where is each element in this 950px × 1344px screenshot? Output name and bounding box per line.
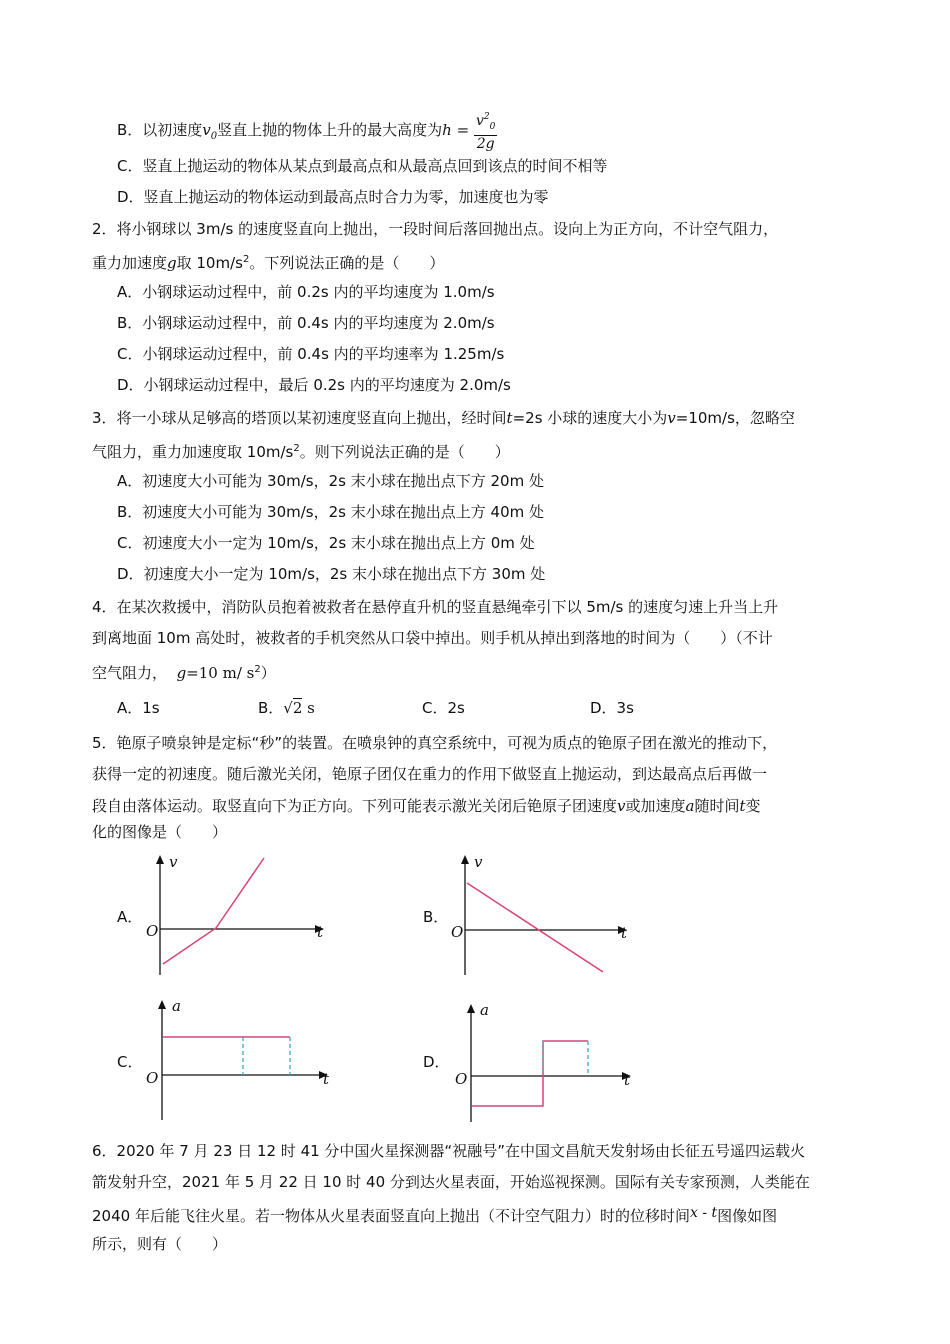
q3-option-c: C．初速度大小一定为 10m/s，2s 末小球在抛出点上方 0m 处 <box>117 534 535 552</box>
q4-stem-line3: 空气阻力， g=10 m/ $s^2$） <box>92 664 276 682</box>
graph-a-origin: O <box>146 922 159 940</box>
q4-option-a: A．1s <box>117 699 160 717</box>
q1-h-symbol: h = <box>442 121 470 139</box>
graph-b-v-label: v <box>474 853 483 871</box>
graph-c-t-label: t <box>323 1070 330 1088</box>
q1-option-c: C．竖直上抛运动的物体从某点到最高点和从最高点回到该点的时间不相等 <box>117 157 608 175</box>
q1-v0-symbol: $v_0$ <box>202 121 218 142</box>
q5-graph-d-label: D． <box>423 1053 450 1071</box>
graph-a-v-label: v <box>169 853 178 871</box>
q5-stem-line3: 段自由落体运动。取竖直向下为正方向。下列可能表示激光关闭后铯原子团速度v或加速度a随时间t变 <box>92 797 761 815</box>
q5-graph-b-label: B． <box>423 908 449 926</box>
graph-a-curve <box>163 858 264 964</box>
q2-option-b: B．小钢球运动过程中，前 0.4s 内的平均速度为 2.0m/s <box>117 314 495 332</box>
graph-d-t-label: t <box>624 1071 631 1089</box>
q1-option-b <box>117 109 497 152</box>
q4-option-d: D．3s <box>590 699 634 717</box>
q2-option-a: A．小钢球运动过程中，前 0.2s 内的平均速度为 1.0m/s <box>117 283 495 301</box>
q4-option-b: B．√2 s <box>258 699 315 717</box>
graph-c-origin: O <box>146 1069 159 1087</box>
q3-option-a: A．初速度大小可能为 30m/s，2s 末小球在抛出点下方 20m 处 <box>117 472 544 490</box>
q5-stem-line4: 化的图像是（ ） <box>92 823 228 841</box>
q6-stem-line1: 6．2020 年 7 月 23 日 12 时 41 分中国火星探测器“祝融号”在中国文昌航天发射场由长征五号遥四运载火 <box>92 1142 805 1160</box>
graph-b-t-label: t <box>621 924 628 942</box>
q5-graph-d <box>435 998 655 1128</box>
q3-stem-line1: 3．将一小球从足够高的塔顶以某初速度竖直向上抛出，经时间t=2s 小球的速度大小为v=10m/s，忽略空 <box>92 409 795 427</box>
q1-option-b-text-2: 竖直上抛的物体上升的最大高度为 <box>217 121 443 139</box>
graph-c-a-label: a <box>172 997 181 1015</box>
q5-graph-c-label: C． <box>117 1053 143 1071</box>
q5-graph-a-label: A． <box>117 908 143 926</box>
q5-graph-c <box>130 994 350 1124</box>
q2-stem-line1: 2．将小钢球以 3m/s 的速度竖直向上抛出，一段时间后落回抛出点。设向上为正方向，不计空气阻力， <box>92 220 779 238</box>
q5-graph-b <box>435 850 655 980</box>
graph-b-curve <box>467 883 603 972</box>
q5-stem-line2: 获得一定的初速度。随后激光关闭，铯原子团仅在重力的作用下做竖直上抛运动，到达最高点后再做一 <box>92 765 768 783</box>
q3-stem-line2: 气阻力，重力加速度取 $10m/s^2$。则下列说法正确的是（ ） <box>92 443 510 461</box>
q5-graph-a <box>130 850 350 980</box>
q1-option-d: D．竖直上抛运动的物体运动到最高点时合力为零，加速度也为零 <box>117 188 549 206</box>
q2-option-c: C．小钢球运动过程中，前 0.4s 内的平均速率为 1.25m/s <box>117 345 505 363</box>
q1-fraction: $\frac{v^2_0}{2g}$ <box>474 109 497 152</box>
q4-stem-line1: 4．在某次救援中，消防队员抱着被救者在悬停直升机的竖直悬绳牵引下以 5m/s 的速度匀速上升当上升 <box>92 598 779 616</box>
q5-stem-line1: 5．铯原子喷泉钟是定标“秒”的装置。在喷泉钟的真空系统中，可视为质点的铯原子团在激光的推动下， <box>92 734 778 752</box>
q6-stem-line3: 2040 年后能飞往火星。若一物体从火星表面竖直向上抛出（不计空气阻力）时的位移时间x - t图像如图 <box>92 1205 778 1225</box>
q2-option-d: D．小钢球运动过程中，最后 0.2s 内的平均速度为 2.0m/s <box>117 376 511 394</box>
q4-stem-line2: 到离地面 10m 高处时，被救者的手机突然从口袋中掉出。则手机从掉出到落地的时间为（ ）（不计 <box>92 629 773 647</box>
graph-d-a-label: a <box>480 1001 489 1019</box>
q1-option-b-text: B．以初速度 <box>117 121 203 139</box>
q3-option-b: B．初速度大小可能为 30m/s，2s 末小球在抛出点上方 40m 处 <box>117 503 544 521</box>
q6-stem-line2: 箭发射升空，2021 年 5 月 22 日 10 时 40 分到达火星表面，开始巡视探测。国际有关专家预测，人类能在 <box>92 1173 810 1191</box>
q6-stem-line4: 所示，则有（ ） <box>92 1235 228 1253</box>
graph-d-origin: O <box>455 1070 468 1088</box>
graph-d-curve <box>472 1041 588 1106</box>
q4-option-c: C．2s <box>422 699 465 717</box>
q2-stem-line2: 重力加速度g取 $10m/s^2$。下列说法正确的是（ ） <box>92 254 445 272</box>
q3-option-d: D．初速度大小一定为 10m/s，2s 末小球在抛出点下方 30m 处 <box>117 565 546 583</box>
graph-b-origin: O <box>451 923 464 941</box>
graph-a-t-label: t <box>317 923 324 941</box>
